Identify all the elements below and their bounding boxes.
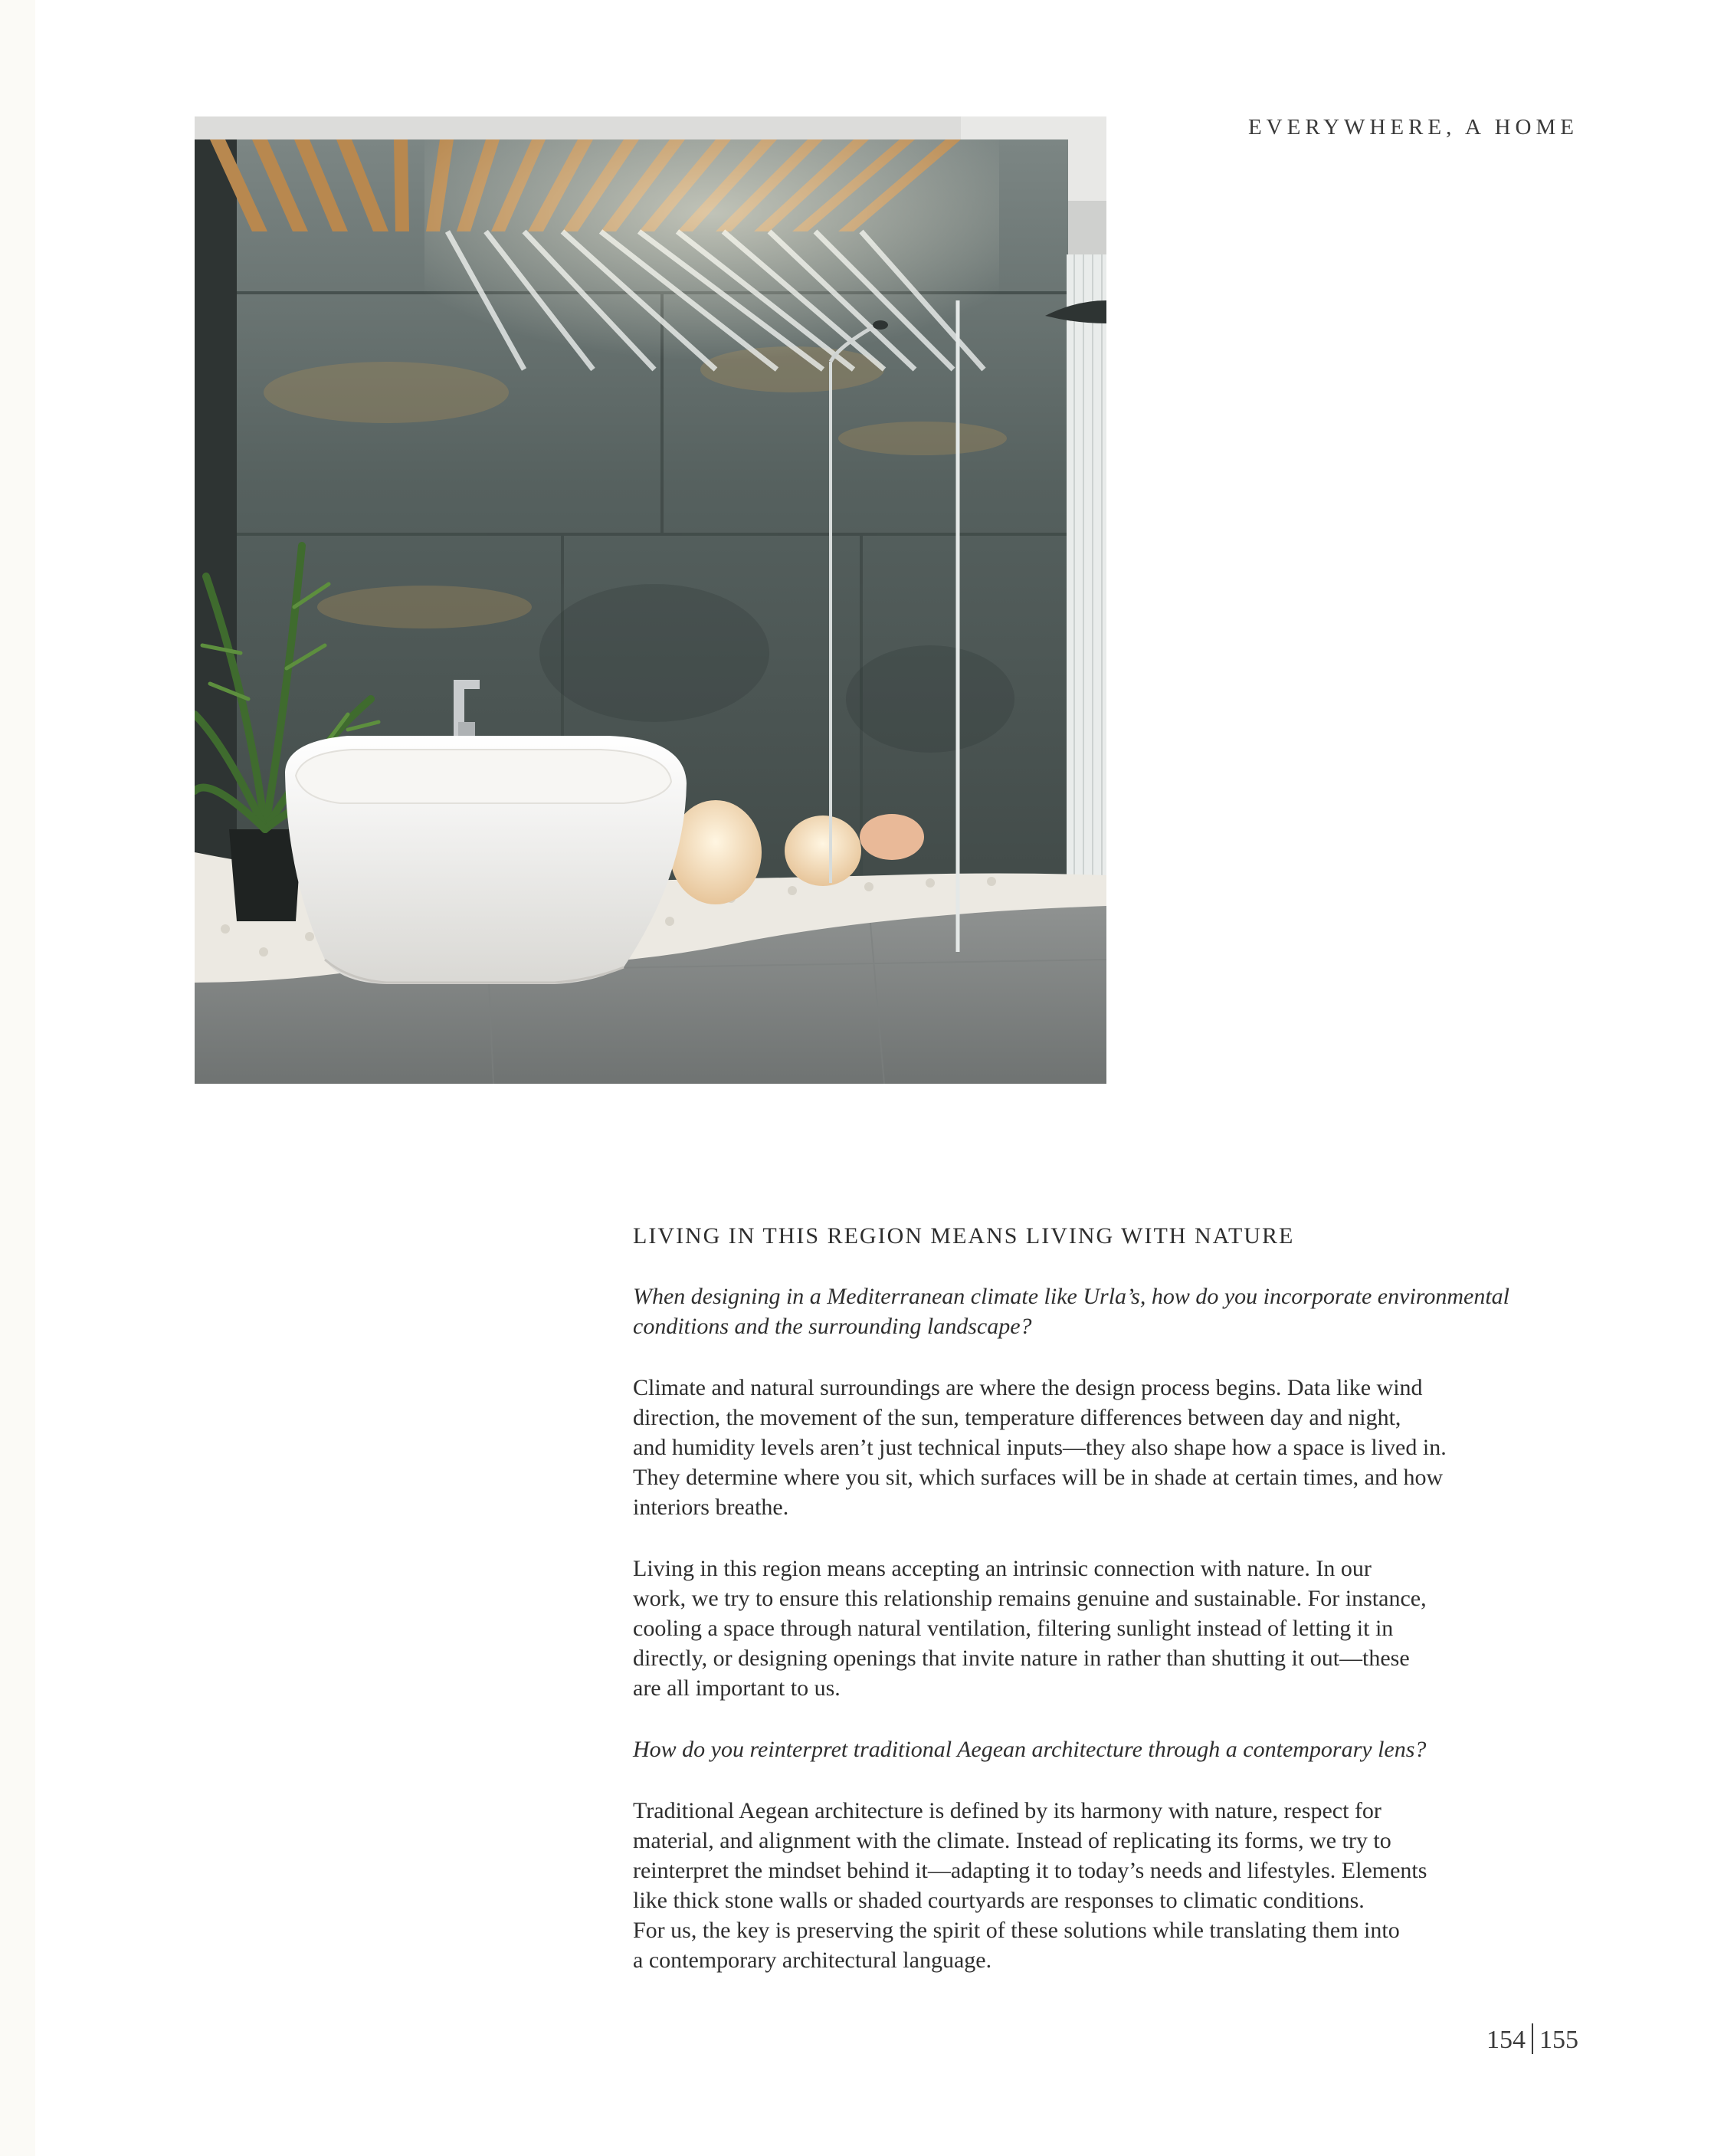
question-line: When designing in a Mediterranean climate like Urla’s, how do you incorporate environmental [633,1284,1509,1309]
answer-line: They determine where you sit, which surfaces will be in shade at certain times, and how [633,1465,1444,1490]
answer-line: Climate and natural surroundings are where the design process begins. Data like wind [633,1375,1423,1400]
answer-line: interiors breathe. [633,1495,789,1520]
bathroom-photo [195,116,1106,1084]
answer-paragraph-2 [633,1554,1578,1703]
answer-line: reinterpret the mindset behind it—adapting it to today’s needs and lifestyles. Elements [633,1858,1427,1883]
right-page-number: 155 [1539,2026,1578,2054]
answer-line: material, and alignment with the climate. Instead of replicating its forms, we try to [633,1828,1391,1853]
answer-line: Living in this region means accepting an intrinsic connection with nature. In our [633,1556,1372,1581]
answer-line: directly, or designing openings that invite nature in rather than shutting it out—these [633,1646,1410,1671]
answer-line: a contemporary architectural language. [633,1948,992,1973]
answer-line: are all important to us. [633,1675,841,1701]
page-numbers [1486,2023,1578,2055]
answer-line: For us, the key is preserving the spirit of these solutions while translating them into [633,1918,1400,1943]
answer-line: like thick stone walls or shaded courtyards are responses to climatic conditions. [633,1888,1365,1913]
question-line: conditions and the surrounding landscape? [633,1314,1032,1339]
answer-paragraph-1 [633,1373,1578,1522]
left-page-number: 154 [1486,2026,1526,2054]
interview-question-2 [633,1734,1578,1764]
folio-divider [1532,2023,1533,2054]
answer-line: work, we try to ensure this relationship remains genuine and sustainable. For instance, [633,1586,1427,1611]
running-head: EVERYWHERE, A HOME [1247,115,1578,139]
question-line: How do you reinterpret traditional Aegean architecture through a contemporary lens? [633,1737,1427,1762]
answer-line: cooling a space through natural ventilation, filtering sunlight instead of letting it in [633,1616,1394,1641]
answer-paragraph-3 [633,1796,1578,1975]
answer-line: and humidity levels aren’t just technical inputs—they also shape how a space is lived in. [633,1435,1447,1460]
article-body [633,1223,1578,2007]
section-heading: LIVING IN THIS REGION MEANS LIVING WITH NATURE [633,1223,1295,1249]
interview-question-1 [633,1281,1578,1341]
page-gutter-edge [0,0,35,2156]
answer-line: Traditional Aegean architecture is defined by its harmony with nature, respect for [633,1798,1381,1823]
answer-line: direction, the movement of the sun, temperature differences between day and night, [633,1405,1401,1430]
